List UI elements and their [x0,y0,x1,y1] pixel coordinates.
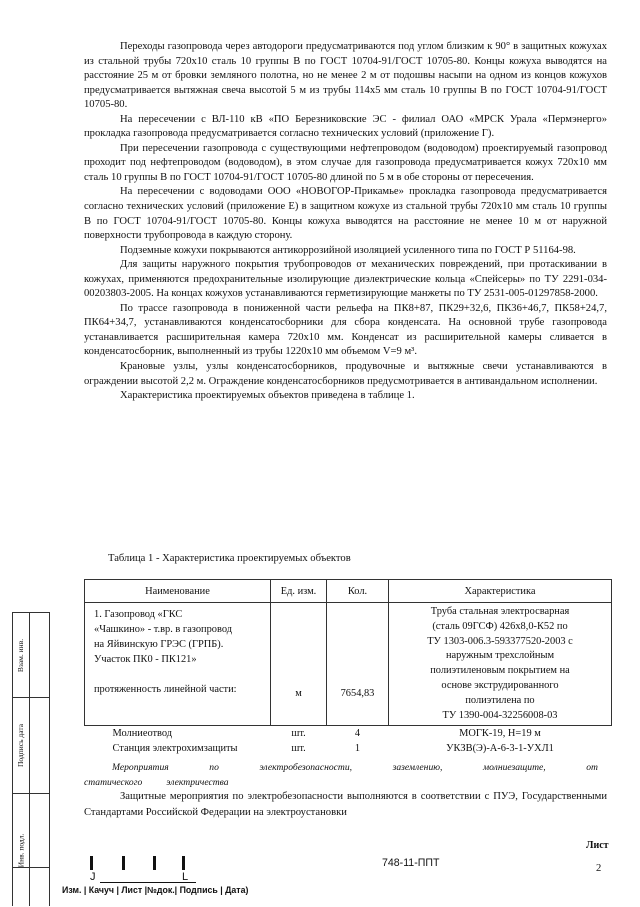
paragraph-casing-insulation: Подземные кожухи покрываются антикоррозийной изоляцией усиленного типа по ГОСТ Р 51164-98. [120,244,576,256]
document-code: 748-11-ППТ [382,857,440,869]
row2-name: Молниеотвод [112,728,173,740]
row2-characteristic: МОГК-19, Н=19 м [459,728,541,740]
row2-qty: 4 [354,728,361,740]
row3-unit: шт. [291,743,306,755]
italic-measures-heading: Мероприятия по электробезопасности, заземлению, молниезащите, от статического электричества [84,762,598,788]
paragraph-crossings-roads: Переходы газопровода через автодороги предусматриваются под углом близким к 90° в защитных кожухах из стальной трубы 720х10 сталь 10 группы В по ГОСТ 10704-91/ГОСТ 10705-80. Концы кожуха выводятся на расстояние 25 м от бровки земляного полотна, но не менее 2 м от подошвы насыпи на одном из концов кожухов предусматривается вытяжная свеча высотой 5 м из трубы 114х5 мм сталь 10 группы В по ГОСТ 10704-91/ГОСТ 10705-80. [84,41,607,111]
row3-characteristic: УКЗВ(Э)-А-6-3-1-УХЛ1 [446,743,554,755]
table-row [85,726,612,742]
paragraph-fencing: Крановые узлы, узлы конденсатосборников, продувочные и вытяжные свечи устанавливаются в ограждении высотой 2,2 м. Ограждение конденсатосборников предусмотривается в антивандальном исполнении. [84,361,607,387]
header-qty: Кол. [327,580,389,603]
header-unit: Ед. изм. [271,580,327,603]
paragraph-water-pipeline: На пересечении с водоводами ООО «НОВОГОР-Прикамье» прокладка газопровода предусматривается согласно технических условий (приложение Е) в защитном кожухе из стальной трубы 720х10 мм сталь 10 группы В по ГОСТ 10704-91/ГОСТ 10705-80. Концы кожуха выводятся на расстояние не менее 10 м от наружной поверхности трубопровода в каждую сторону. [84,186,607,242]
header-characteristic: Характеристика [389,580,612,603]
table-caption: Таблица 1 - Характеристика проектируемых объектов [108,553,351,564]
row3-name: Станция электрохимзащиты [112,743,238,755]
row3-qty: 1 [354,743,361,755]
table-row [85,741,612,756]
table-row [85,603,612,726]
row1-unit: м [271,603,327,726]
side-stamp-box [12,612,50,906]
body-text [84,40,607,404]
title-block-stamp: J L Изм. | Качуч | Лист |№док.| Подпись | Дата) [62,856,272,900]
paragraph-vl110: На пересечении с ВЛ-110 кВ «ПО Березниковские ЭС - филиал ОАО «МРСК Урала «Пермэнерго» прокладка газопровода предусматривается согласно технических условий (приложение Г). [84,113,607,140]
paragraph-table-ref: Характеристика проектируемых объектов приведена в таблице 1. [120,390,415,402]
row2-unit: шт. [291,728,306,740]
stamp-legend: Изм. | Качуч | Лист |№док.| Подпись | Дата) [62,885,249,895]
header-name: Наименование [85,580,271,603]
sheet-number: 2 [596,863,602,874]
paragraph-electrical-safety: Защитные мероприятия по электробезопасности выполняются в соответствии с ПУЭ, Государственными Стандартами Российской Федерации на электроустановки [84,791,607,818]
paragraph-oil-pipeline: При пересечении газопровода с существующими нефтепроводом (водоводом) проектируемый газопровод проходит под нефтепроводом (водоводом), в этом случае для газопровода предусматривается кожух 720х10 мм сталь 10 группы В по ГОСТ 10704-91/ГОСТ 10705-80 длиной по 5 м в обе стороны от пересечения. [84,142,607,183]
row1-name: 1. Газопровод «ГКС «Чашкино» - т.вр. в газопровод на Яйвинскую ГРЭС (ГРПБ). Участок ПК0 - ПК121» протяженность линейной части: [85,603,271,726]
paragraph-condensate: По трассе газопровода в пониженной части рельефа на ПК8+87, ПК29+32,6, ПК36+46,7, ПК58+24,7, ПК64+34,7, устанавливаются конденсатосборники для сбора конденсата. На основной трубе газопровода устанавливается расширительная камера 720х10 мм. Конденсат из расширительной камеры сливается в конденсатосборник, выполненный из трубы 1220х10 мм объемом V=9 м³. [84,302,607,358]
sheet-label: Лист [586,840,609,851]
paragraph-spacers: Для защиты наружного покрытия трубопроводов от механических повреждений, при протаскивании в кожухах, применяются предохранительные изолирующие диэлектрические кольца «Спейсеры» по ТУ 2291-034-00203803-2005. На концах кожухов устанавливаются герметизирующие манжеты по ТУ 2531-005-01297858-2000. [84,259,607,300]
side-label-replace-inv: Взам. инв. [16,638,26,672]
row1-characteristic: Труба стальная электросварная (сталь 09ГСФ) 426х8,0-К52 по ТУ 1303-006.3-593377520-2003 с наружным трехслойным полиэтиленовым покрытием на основе экструдированного полиэтилена по ТУ 1390-004-32256008-03 [389,603,612,726]
row1-qty: 7654,83 [327,603,389,726]
side-label-inv-orig: Инв. подл. [16,833,26,867]
objects-table [84,579,612,756]
side-label-signature-date: Подпись дата [16,723,26,767]
table-header-row [85,580,612,603]
